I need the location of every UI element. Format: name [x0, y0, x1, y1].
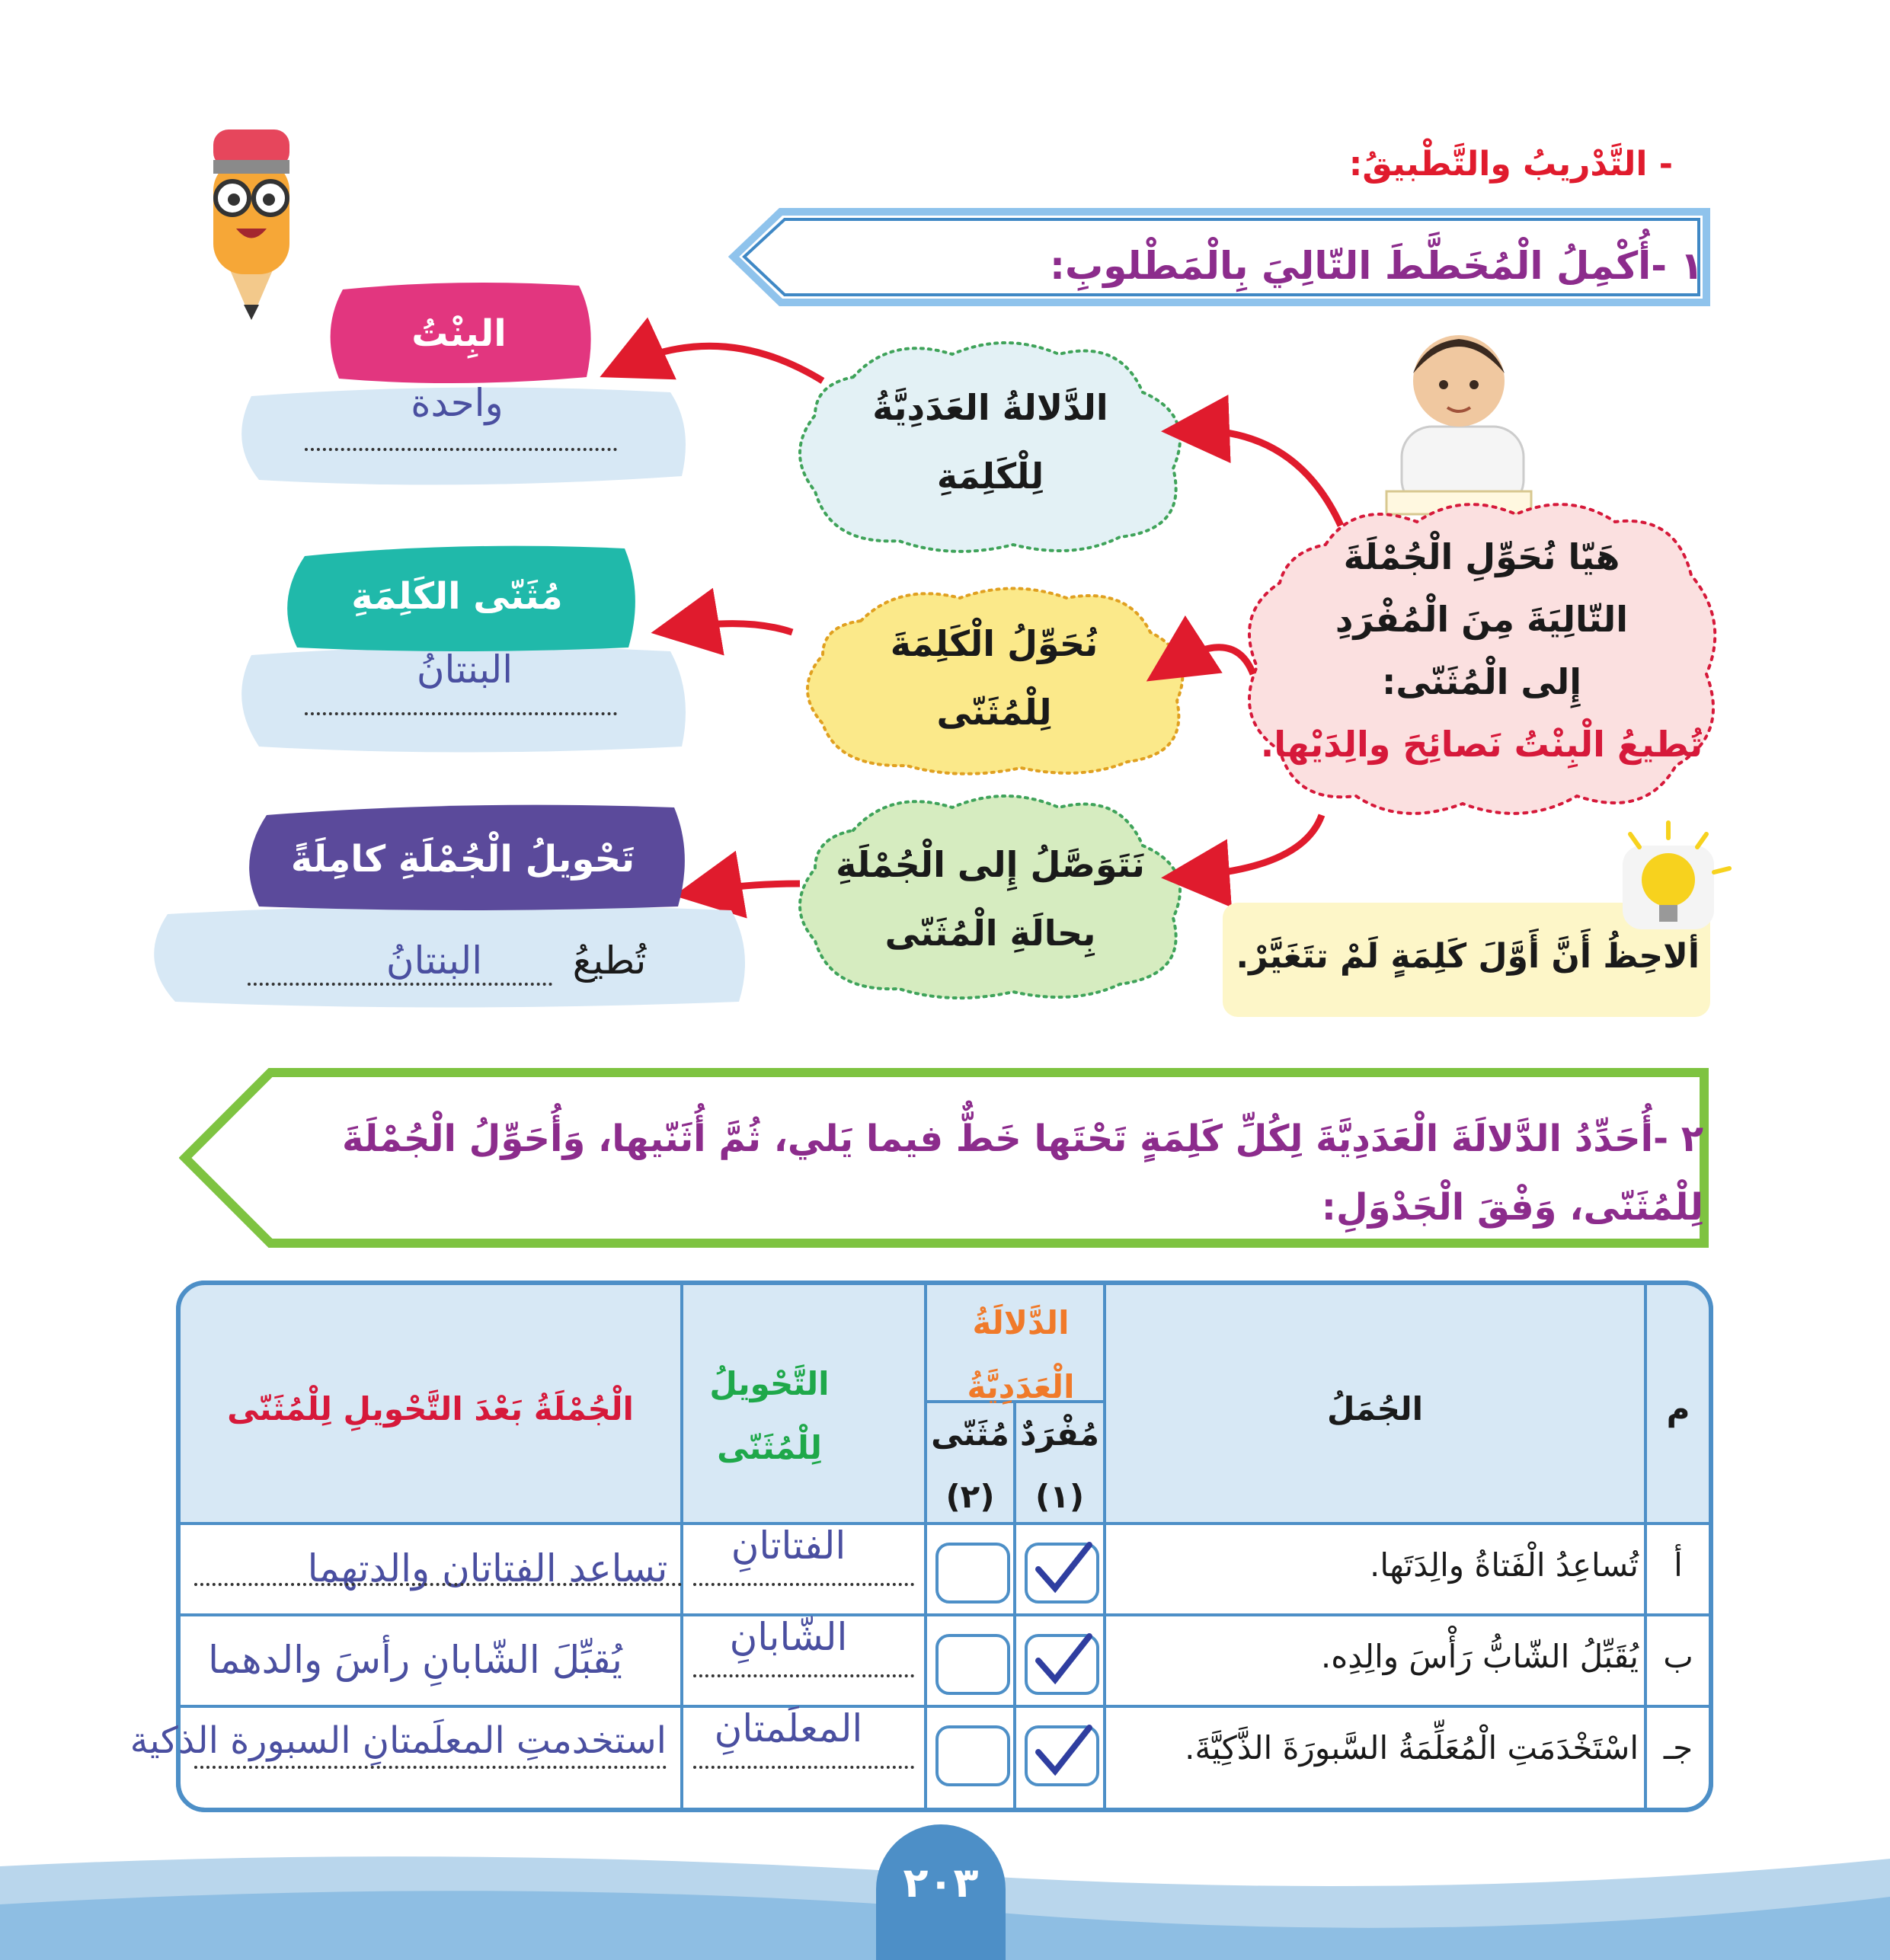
answer-3-prefix: تُطيعُ — [572, 938, 647, 983]
label-3-text: تَحْويلُ الْجُمْلَةِ كامِلَةً — [290, 838, 635, 881]
row-a-check-icon — [1032, 1539, 1093, 1600]
exercise2-prompt: ٢ -أُحَدِّدُ الدَّلالَةَ الْعَدَدِيَّةَ لِكُلِّ كَلِمَةٍ تَحْتَها خَطٌّ فيما يَلي، ثُمَّ أُثَنّيها، وَأُحَوِّلُ الْجُمْلَةَ لِلْمُثَنّى، وَفْقَ الْجَدْوَلِ: — [342, 1117, 1703, 1229]
row-a-index: أ — [1674, 1546, 1683, 1584]
th-index: م — [1666, 1390, 1690, 1428]
row-c-dual-dots — [693, 1766, 914, 1769]
row-b-dual-word: الشّابانِ — [729, 1615, 848, 1659]
answer-2-dots — [305, 712, 617, 715]
speech-line-1: هَيّا نُحَوِّلِ الْجُمْلَةَ — [1343, 536, 1620, 577]
th-singular: مُفْرَدٌ — [1020, 1415, 1099, 1453]
row-a-answer: تساعد الفتاتان والدتهما — [307, 1546, 668, 1591]
row-b-answer: يُقبِّلَ الشّابانِ رأسَ والدهما — [208, 1638, 622, 1682]
note-text: ألاحِظُ أَنَّ أَوَّلَ كَلِمَةٍ لَمْ تتَغَيَّرْ. — [1236, 937, 1700, 976]
answer-3: البنتانُ — [385, 938, 483, 983]
row-a-dual-dots — [693, 1583, 914, 1586]
cloud-3-line-1: نَتَوَصَّلُ إِلى الْجُمْلَةِ — [836, 844, 1145, 885]
row-b-sentence: يُقَبِّلُ الشّابُّ رَأْسَ والِدِه. — [1320, 1638, 1639, 1675]
row-c-answer-dots — [194, 1766, 667, 1769]
th-conversion: التَّحْويلُ لِلْمُثَنّى — [709, 1365, 830, 1466]
th-sentences: الجُمَلُ — [1326, 1390, 1424, 1428]
row-c-answer: استخدمتِ المعلَمتانِ السبورة الذكية — [130, 1719, 667, 1762]
row-c-check-icon — [1032, 1722, 1093, 1783]
cloud-1-line-2: لِلْكَلِمَةِ — [936, 456, 1044, 497]
row-b-dual-checkbox[interactable] — [935, 1634, 1010, 1695]
th-singular-num: (١) — [1035, 1478, 1085, 1515]
row-a-dual-checkbox[interactable] — [935, 1543, 1010, 1603]
cloud-1-line-1: الدَّلالةُ العَدَدِيَّةُ — [872, 387, 1108, 428]
lightbulb-icon — [1607, 815, 1744, 937]
row-c-sentence: اسْتَخْدَمَتِ الْمُعَلِّمَةُ السَّبورَةَ الذَّكِيَّةَ. — [1185, 1729, 1639, 1767]
cloud-2-line-1: نُحَوِّلُ الْكَلِمَةَ — [890, 623, 1099, 664]
th-number-meaning: الدَّلالَةُ الْعَدَدِيَّةُ — [967, 1304, 1075, 1405]
row-b-dual-dots — [693, 1674, 914, 1677]
section-title: - التَّدْريبُ والتَّطْبيقُ: — [1348, 145, 1673, 184]
cloud-3-line-2: بِحالَةِ الْمُثَنّى — [884, 913, 1096, 954]
row-a-dual-word: الفتاتانِ — [731, 1524, 846, 1568]
th-dual-num: (٢) — [945, 1478, 995, 1515]
exercise1-prompt: ١ -أُكْمِلُ الْمُخَطَّطَ التّالِيَ بِالْمَطْلوبِ: — [1050, 244, 1703, 288]
row-b-check-icon — [1032, 1630, 1093, 1691]
answer-1-dots — [305, 448, 617, 451]
row-b-index: ب — [1663, 1638, 1693, 1675]
row-a-answer-dots — [194, 1583, 682, 1586]
answer-3-dots — [248, 983, 552, 986]
speech-line-2: التّالِيَةَ مِنَ الْمُفْرَدِ — [1335, 599, 1629, 640]
cloud-2-line-2: لِلْمُثَنّى — [936, 692, 1052, 733]
row-c-dual-checkbox[interactable] — [935, 1725, 1010, 1786]
row-c-dual-word: المعلَمتانِ — [714, 1706, 863, 1751]
label-1-text: البِنْتُ — [411, 312, 507, 355]
th-after: الْجُمْلَةُ بَعْدَ التَّحْويلِ لِلْمُثَنّى — [227, 1390, 634, 1428]
speech-sentence: تُطيعُ الْبِنْتُ نَصائِحَ والِدَيْها. — [1260, 724, 1703, 765]
label-2-text: مُثَنّى الكَلِمَةِ — [351, 575, 563, 618]
answer-1: واحدة — [411, 381, 504, 425]
speech-line-3: إِلى الْمُثَنّى: — [1382, 661, 1581, 702]
th-dual: مُثَنّى — [931, 1415, 1009, 1453]
page-number: ٢٠٣ — [903, 1859, 979, 1907]
answer-2: البنتانُ — [416, 647, 513, 692]
row-a-sentence: تُساعِدُ الْفَتاةُ والِدَتَها. — [1370, 1546, 1639, 1584]
row-c-index: جـ — [1663, 1729, 1693, 1767]
